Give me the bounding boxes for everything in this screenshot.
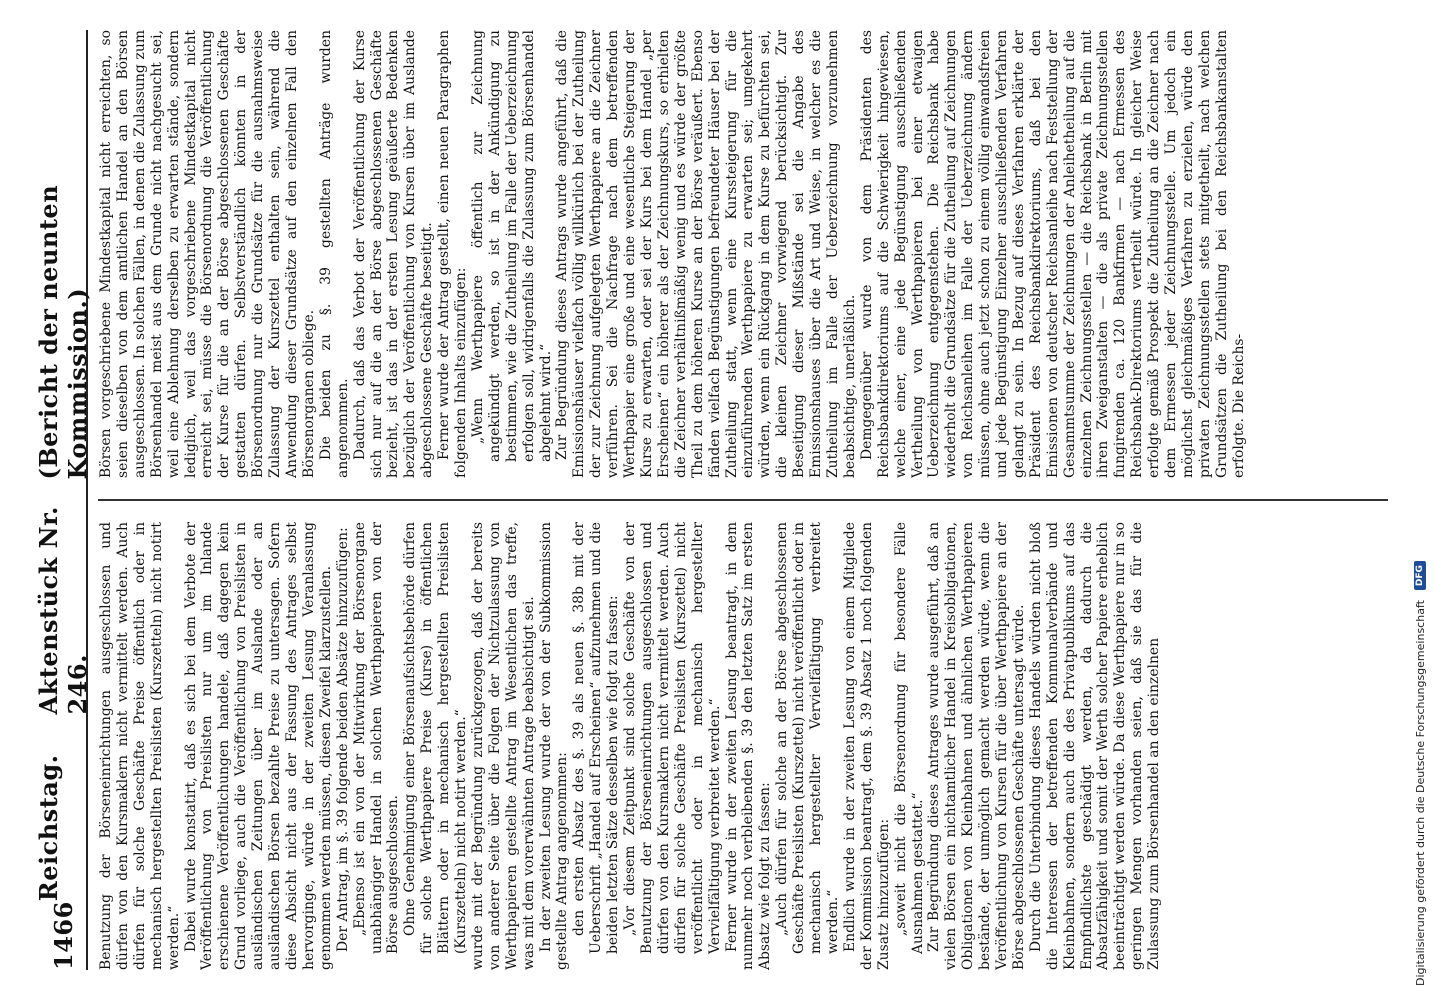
- page-number: 1466: [48, 901, 78, 970]
- quote-paragraph: „Auch dürfen für solche an der Börse abgeschlossenen Geschäfte Preislisten (Kurszettel) nicht veröffentlicht oder in mechanisch hergestellter Vervielfältigung verbreitet werden.“: [774, 522, 841, 954]
- paragraph: Dadurch, daß das Verbot der Veröffentlichung der Kurse sich nur auf die an der Börse abgeschlossenen Geschäfte bezieht, ist das in der ersten Lesung geäußerte Bedenken bezüglich der Veröffentlichung von Kursen über im Auslande abgeschlossene Geschäfte beseitigt.: [351, 30, 436, 478]
- paragraph: wurde mit der Begründung zurückgezogen, daß der bereits von anderer Seite über die Folgen der Nichtzulassung von Werthpapieren gestellte Antrag im Wesentlichen das treffe, was mit dem vorerwähnten Antrage beabsichtigt sei.: [469, 522, 537, 970]
- header-left: Reichstag.: [34, 754, 63, 902]
- credit-text: Digitalisierung gefördert durch die Deutsche Forschungsgemeinschaft: [1413, 600, 1427, 986]
- paragraph: Ferner wurde der Antrag gestellt, einen neuen Paragraphen folgenden Inhalts einzufügen:: [436, 30, 470, 478]
- column-divider: [98, 499, 1388, 501]
- paragraph: Die beiden zu §. 39 gestellten Anträge wurden angenommen.: [317, 30, 351, 478]
- quote-paragraph: Ohne Genehmigung einer Börsenaufsichtsbehörde dürfen für solche Werthpapiere Preise (Kurse) in öffentlichen Blättern oder in mechanisch hergestellten Preislisten (Kurszetteln) nicht notirt werden.“: [402, 522, 470, 954]
- paragraph: Demgegenüber wurde von dem Präsidenten des Reichsbankdirektoriums auf die Schwierigkeit hingewiesen, welche einer, eine jede Begünstigung ausschließenden Vertheilung von Werthpapieren bei einer etwaigen Ueberzeichnung entgegenstehen. Die Reichsbank habe wiederholt die Grundsätze für die Zutheilung auf Zeichnungen von Reichsanleihen im Falle der Ueberzeichnung ändern müssen, ohne auch jetzt schon zu einem völlig einwandsfreien und jede Begünstigung Einzelner ausschließenden Verfahren gelangt zu sein. In Bezug auf dieses Verfahren erklärte der Präsident des Reichsbankdirektoriums, daß bei den Emissionen von deutscher Reichsanleihe nach Feststellung der Gesammtsumme der Zeichnungen der Anleihetheilung auf die einzelnen Zeichnungsstellen — die Reichsbank in Berlin mit ihren Zweiganstalten — die als private Zeichnungsstellen fungirenden ca. 120 Bankfirmen — nach Ermessen des Reichsbank-Direktoriums vertheilt würde. In gleicher Weise erfolgte gemäß Prospekt die Zutheilung an die Zeichner nach dem Ermessen jeder Zeichnungsstelle. Um jedoch ein möglichst gleichmäßiges Verfahren zu erzielen, würde den privaten Zeichnungsstellen stets mitgetheilt, nach welchen Grundsätzen die Zutheilung bei den Reichsbankanstalten erfolgte. Die Reichs-: [858, 30, 1247, 478]
- paragraph: Dabei wurde konstatirt, daß es sich bei dem Verbote der Veröffentlichung von Preislisten nur um im Inlande erschienene Veröffentlichungen handele, daß dagegen kein Grund vorliege, auch die Veröffentlichung von Preislisten in ausländischen Zeitungen über im Auslande oder an ausländischen Börsen bezahlte Preise zu untersagen. Sofern diese Absicht nicht aus der Fassung des Antrages selbst hervorginge, würde in der zweiten Lesung Veranlassung genommen werden müssen, diesen Zweifel klarzustellen.: [182, 522, 334, 970]
- digitization-credit: [1408, 0, 1432, 1000]
- text-columns: [98, 30, 1388, 970]
- paragraph: Durch die Unterbindung dieses Handels würden nicht bloß die Interessen der betreffenden Kommunalverbände und Kleinbahnen, sondern auch die des Privatpublikums auf das Empfindlichste geschädigt werden, da dadurch die Absatzfähigkeit und somit der Werth solcher Papiere erheblich beeinträchtigt werden würde. Da diese Werthpapiere nur in so geringen Mengen vorhanden seien, daß sie das für die Zulassung zum Börsenhandel an den einzelnen: [1027, 522, 1163, 970]
- dfg-logo: DFG: [1414, 561, 1426, 590]
- header-center: Aktenstück Nr. 246.: [34, 506, 92, 715]
- left-column: [98, 522, 1388, 970]
- paragraph: Zur Begründung dieses Antrags wurde angeführt, daß die Emissionshäuser vielfach völlig willkürlich bei der Zutheilung der zur Zeichnung aufgelegten Werthpapiere an die Zeichner verführen. Sei die Nachfrage nach dem betreffenden Werthpapier eine große und eine wesentliche Steigerung der Kurse zu erwarten, oder sei der Kurs bei dem Handel „per Erscheinen“ ein höherer als der Zeichnungskurs, so erhielten die Zeichner verhältnißmäßig wenig und es würde der größte Theil zu dem höheren Kurse an der Börse veräußert. Ebenso fänden vielfach Begünstigungen befreundeter Häuser bei der Zutheilung statt, wenn eine Kurssteigerung für die einzuführenden Werthpapiere zu erwarten sei; umgekehrt würden, wenn ein Rückgang in dem Kurse zu befürchten sei, die kleinen Zeichner vorwiegend berücksichtigt. Zur Beseitigung dieser Mißstände sei die Angabe des Emissionshauses über die Art und Weise, in welcher es die Zutheilung im Falle der Ueberzeichnung vorzunehmen beabsichtige, unerläßlich.: [554, 30, 858, 478]
- paragraph: Endlich wurde in der zweiten Lesung von einem Mitgliede der Kommission beantragt, dem §. 39 Absatz 1 noch folgenden Zusatz hinzuzufügen:: [841, 522, 892, 970]
- paragraph: Ferner wurde in der zweiten Lesung beantragt, in dem nunmehr noch verbleibenden §. 39 den letzten Satz im ersten Absatz wie folgt zu fassen:: [723, 522, 774, 970]
- right-column: [98, 30, 1388, 478]
- paragraph: Börsen vorgeschriebene Mindestkapital nicht erreichten, so seien dieselben von dem amtlichen Handel an den Börsen ausgeschlossen. In solchen Fällen, in denen die Zulassung zum Börsenhandel meist aus dem Grunde nicht nachgesucht sei, weil eine Ablehnung derselben zu erwarten stände, sondern lediglich, weil das vorgeschriebene Mindestkapital nicht erreicht sei, müsse die Börsenordnung die Veröffentlichung der Kurse für die an der Börse abgeschlossenen Geschäfte gestatten dürfen. Selbstverständlich könnten in der Börsenordnung nur die Grundsätze für die ausnahmsweise Zulassung der Kurszettel enthalten sein, während die Anwendung dieser Grundsätze auf den einzelnen Fall den Börsenorganen obliege.: [98, 30, 317, 478]
- quote-paragraph: „Ebenso ist ein von der Mitwirkung der Börsenorgane unabhängiger Handel in solchen Werthpapieren von der Börse ausgeschlossen.: [351, 522, 402, 954]
- paragraph: Der Antrag, im §. 39 folgende beiden Absätze hinzuzufügen:: [334, 527, 351, 952]
- header-right: (Bericht der neunten Kommission.): [34, 184, 92, 480]
- paragraph: In der zweiten Lesung wurde der von der Subkommission gestellte Antrag angenommen:: [537, 522, 571, 970]
- paragraph: Benutzung der Börseneinrichtungen ausgeschlossen und dürfen von den Kursmaklern nicht vermittelt werden. Auch dürfen für solche Geschäfte Preise öffentlich oder in mechanisch hergestellten Preislisten (Kurszetteln) nicht notirt werden.“: [98, 522, 182, 970]
- document-page: [34, 20, 1400, 980]
- paragraph: Zur Begründung dieses Antrages wurde ausgeführt, daß an vielen Börsen ein nichtamtlicher Handel in Kreisobligationen, Obligationen von Kleinbahnen und ähnlichen Werthpapieren bestände, der unmöglich gemacht werden würde, wenn die Veröffentlichung von Kursen für die über Werthpapiere an der Börse abgeschlossenen Geschäfte untersagt würde.: [926, 522, 1027, 970]
- running-head: [34, 30, 92, 970]
- quote-paragraph: „soweit nicht die Börsenordnung für besondere Fälle Ausnahmen gestattet.“: [892, 522, 926, 954]
- quote-paragraph: den ersten Absatz des §. 39 als neuen §. 38b mit der Ueberschrift „Handel auf Erscheinen“ aufzunehmen und die beiden letzten Sätze desselben wie folgt zu fassen:: [571, 522, 622, 954]
- credit-strip: [1408, 0, 1432, 1000]
- quote-paragraph: „Wenn Werthpapiere öffentlich zur Zeichnung angekündigt werden, so ist in der Ankündigung zu bestimmen, wie die Zutheilung im Falle der Ueberzeichnung erfolgen soll, widrigenfalls die Zulassung zum Börsenhandel abgelehnt wird.“: [469, 30, 554, 462]
- header-titles: [34, 480, 92, 902]
- quote-paragraph: „Vor diesem Zeitpunkt sind solche Geschäfte von der Benutzung der Börseneinrichtungen ausgeschlossen und dürfen von den Kursmaklern nicht vermittelt werden. Auch dürfen für solche Geschäfte Preislisten (Kurszettel) nicht veröffentlicht oder in mechanisch hergestellter Vervielfältigung verbreitet werden.“: [622, 522, 723, 954]
